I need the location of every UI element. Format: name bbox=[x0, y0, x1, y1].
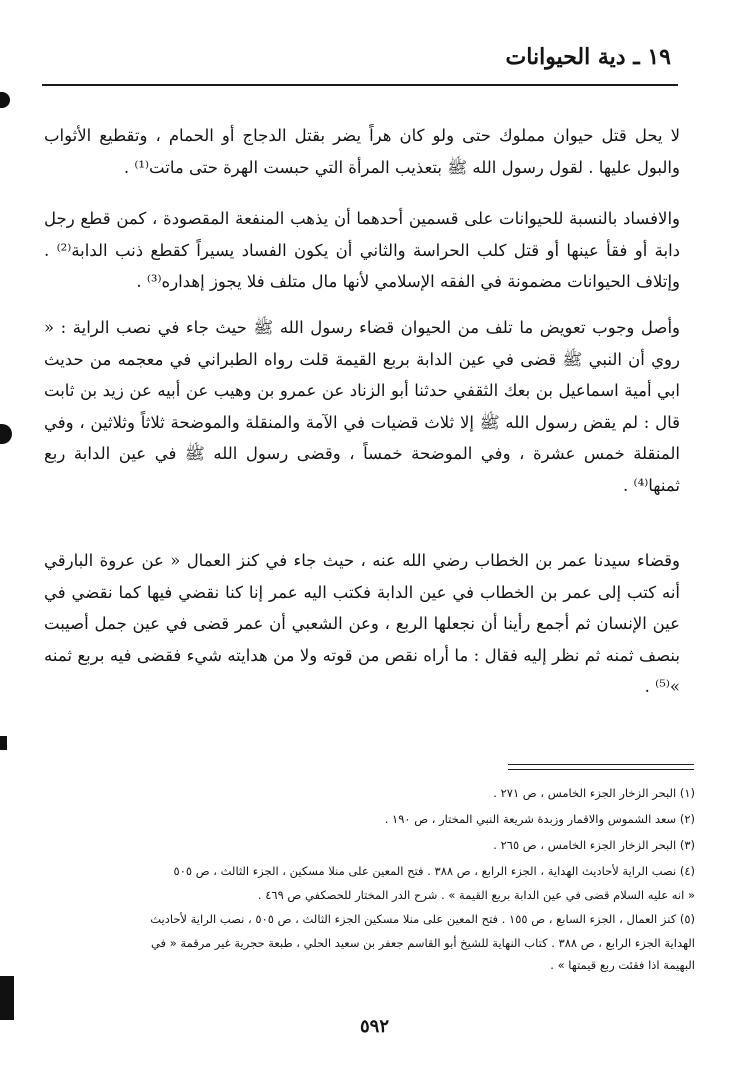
footnote-5-continued: الهداية الجزء الرابع ، ص ٣٨٨ . كتاب النهاية للشيخ أبو القاسم جعفر بن سعيد الحلي ، طبعة حجرية غير مرقمة « في bbox=[150, 936, 695, 950]
paragraph-1: لا يحل قتل حيوان مملوك حتى ولو كان هراً يضر بقتل الدجاج أو الحمام ، وتقطيع الأثواب والبول عليها . لقول رسول الله ﷺ بتعذيب المرأة التي حبست الهرة حتى ماتت⁽¹⁾ . bbox=[44, 126, 680, 177]
footnotes bbox=[40, 780, 695, 976]
scan-artifact-lower bbox=[0, 736, 7, 750]
footnote-5-continued-2: البهيمة اذا فقئت ربع قيمتها » . bbox=[550, 958, 695, 972]
footnote-5: (٥) كنز العمال ، الجزء السابع ، ص ١٥٥ . فتح المعين على منلا مسكين الجزء الثالث ، ص ٥٠٥ ، نصب الراية لأحاديث bbox=[150, 912, 695, 926]
footnote-2: (٢) سعد الشموس والاقمار وزبدة شريعة النبي المختار ، ص ١٩٠ . bbox=[384, 812, 695, 826]
paragraph-2: والافساد بالنسبة للحيوانات على قسمين أحدهما أن يذهب المنفعة المقصودة ، كمن قطع رجل دابة أو فقأ عينها أو قتل كلب الحراسة والثاني أن يكون الفساد يسيراً كقطع ذنب الدابة⁽²⁾ . وإتلاف الحيوانات مضمونة في الفقه الإسلامي لأنها مال متلف فلا يجوز إهداره⁽³⁾ . bbox=[44, 209, 680, 291]
footnote-4: (٤) نصب الراية لأحاديث الهداية ، الجزء الرابع ، ص ٣٨٨ . فتح المعين على منلا مسكين ، الجزء الثالث ، ص ٥٠٥ bbox=[173, 864, 695, 878]
page-number: ٥٩٢ bbox=[359, 1016, 389, 1037]
section-title: ١٩ ـ دية الحيوانات bbox=[505, 44, 671, 70]
footnote-1: (١) البحر الزخار الجزء الخامس ، ص ٢٧١ . bbox=[493, 786, 695, 800]
footnote-4-continued: « انه عليه السلام قضى في عين الدابة بربع القيمة » . شرح الدر المختار للحصكفي ص ٤٦٩ . bbox=[257, 888, 695, 902]
paragraph-3: وأصل وجوب تعويض ما تلف من الحيوان قضاء رسول الله ﷺ حيث جاء في نصب الراية : « روي أن النبي ﷺ قضى في عين الدابة بربع القيمة قلت رواه الطبراني في معجمه من حديث ابي أمية اسماعيل بن بعك الثقفي حدثنا أبو الزناد عن عمرو بن وهيب عن أبيه عن زيد بن ثابت قال : لم يقض رسول الله ﷺ إلا ثلاث قضيات في الآمة والمنقلة والموضحة ثلاثاً وثلاثين ، وفي المنقلة خمس عشرة ، وفي الموضحة خمساً ، وقضى رسول الله ﷺ في عين الدابة ربع ثمنها⁽⁴⁾ . bbox=[44, 318, 680, 495]
scan-artifact-top bbox=[0, 92, 10, 108]
scan-artifact-bottom bbox=[0, 976, 14, 1020]
header-rule bbox=[42, 84, 678, 86]
scan-artifact-middle bbox=[0, 424, 12, 444]
footnote-separator bbox=[508, 764, 694, 765]
paragraph-4: وقضاء سيدنا عمر بن الخطاب رضي الله عنه ، حيث جاء في كنز العمال « عن عروة البارقي أنه كتب إلى عمر بن الخطاب في عين الدابة فكتب اليه عمر إنا كنا نقضي فيها كما نقضي في عين الإنسان ثم أجمع رأينا أن نجعلها الربع ، وعن الشعبي أن عمر قضى في عين جمل أصيبت بنصف ثمنه ثم نظر إليه فقال : ما أراه نقص من قوته ولا من هدايته شيء فقضى فيه بربع ثمنه »⁽⁵⁾ . bbox=[44, 551, 681, 696]
footnote-3: (٣) البحر الزخار الجزء الخامس ، ص ٢٦٥ . bbox=[493, 838, 695, 852]
footnote-separator-second bbox=[508, 769, 694, 770]
